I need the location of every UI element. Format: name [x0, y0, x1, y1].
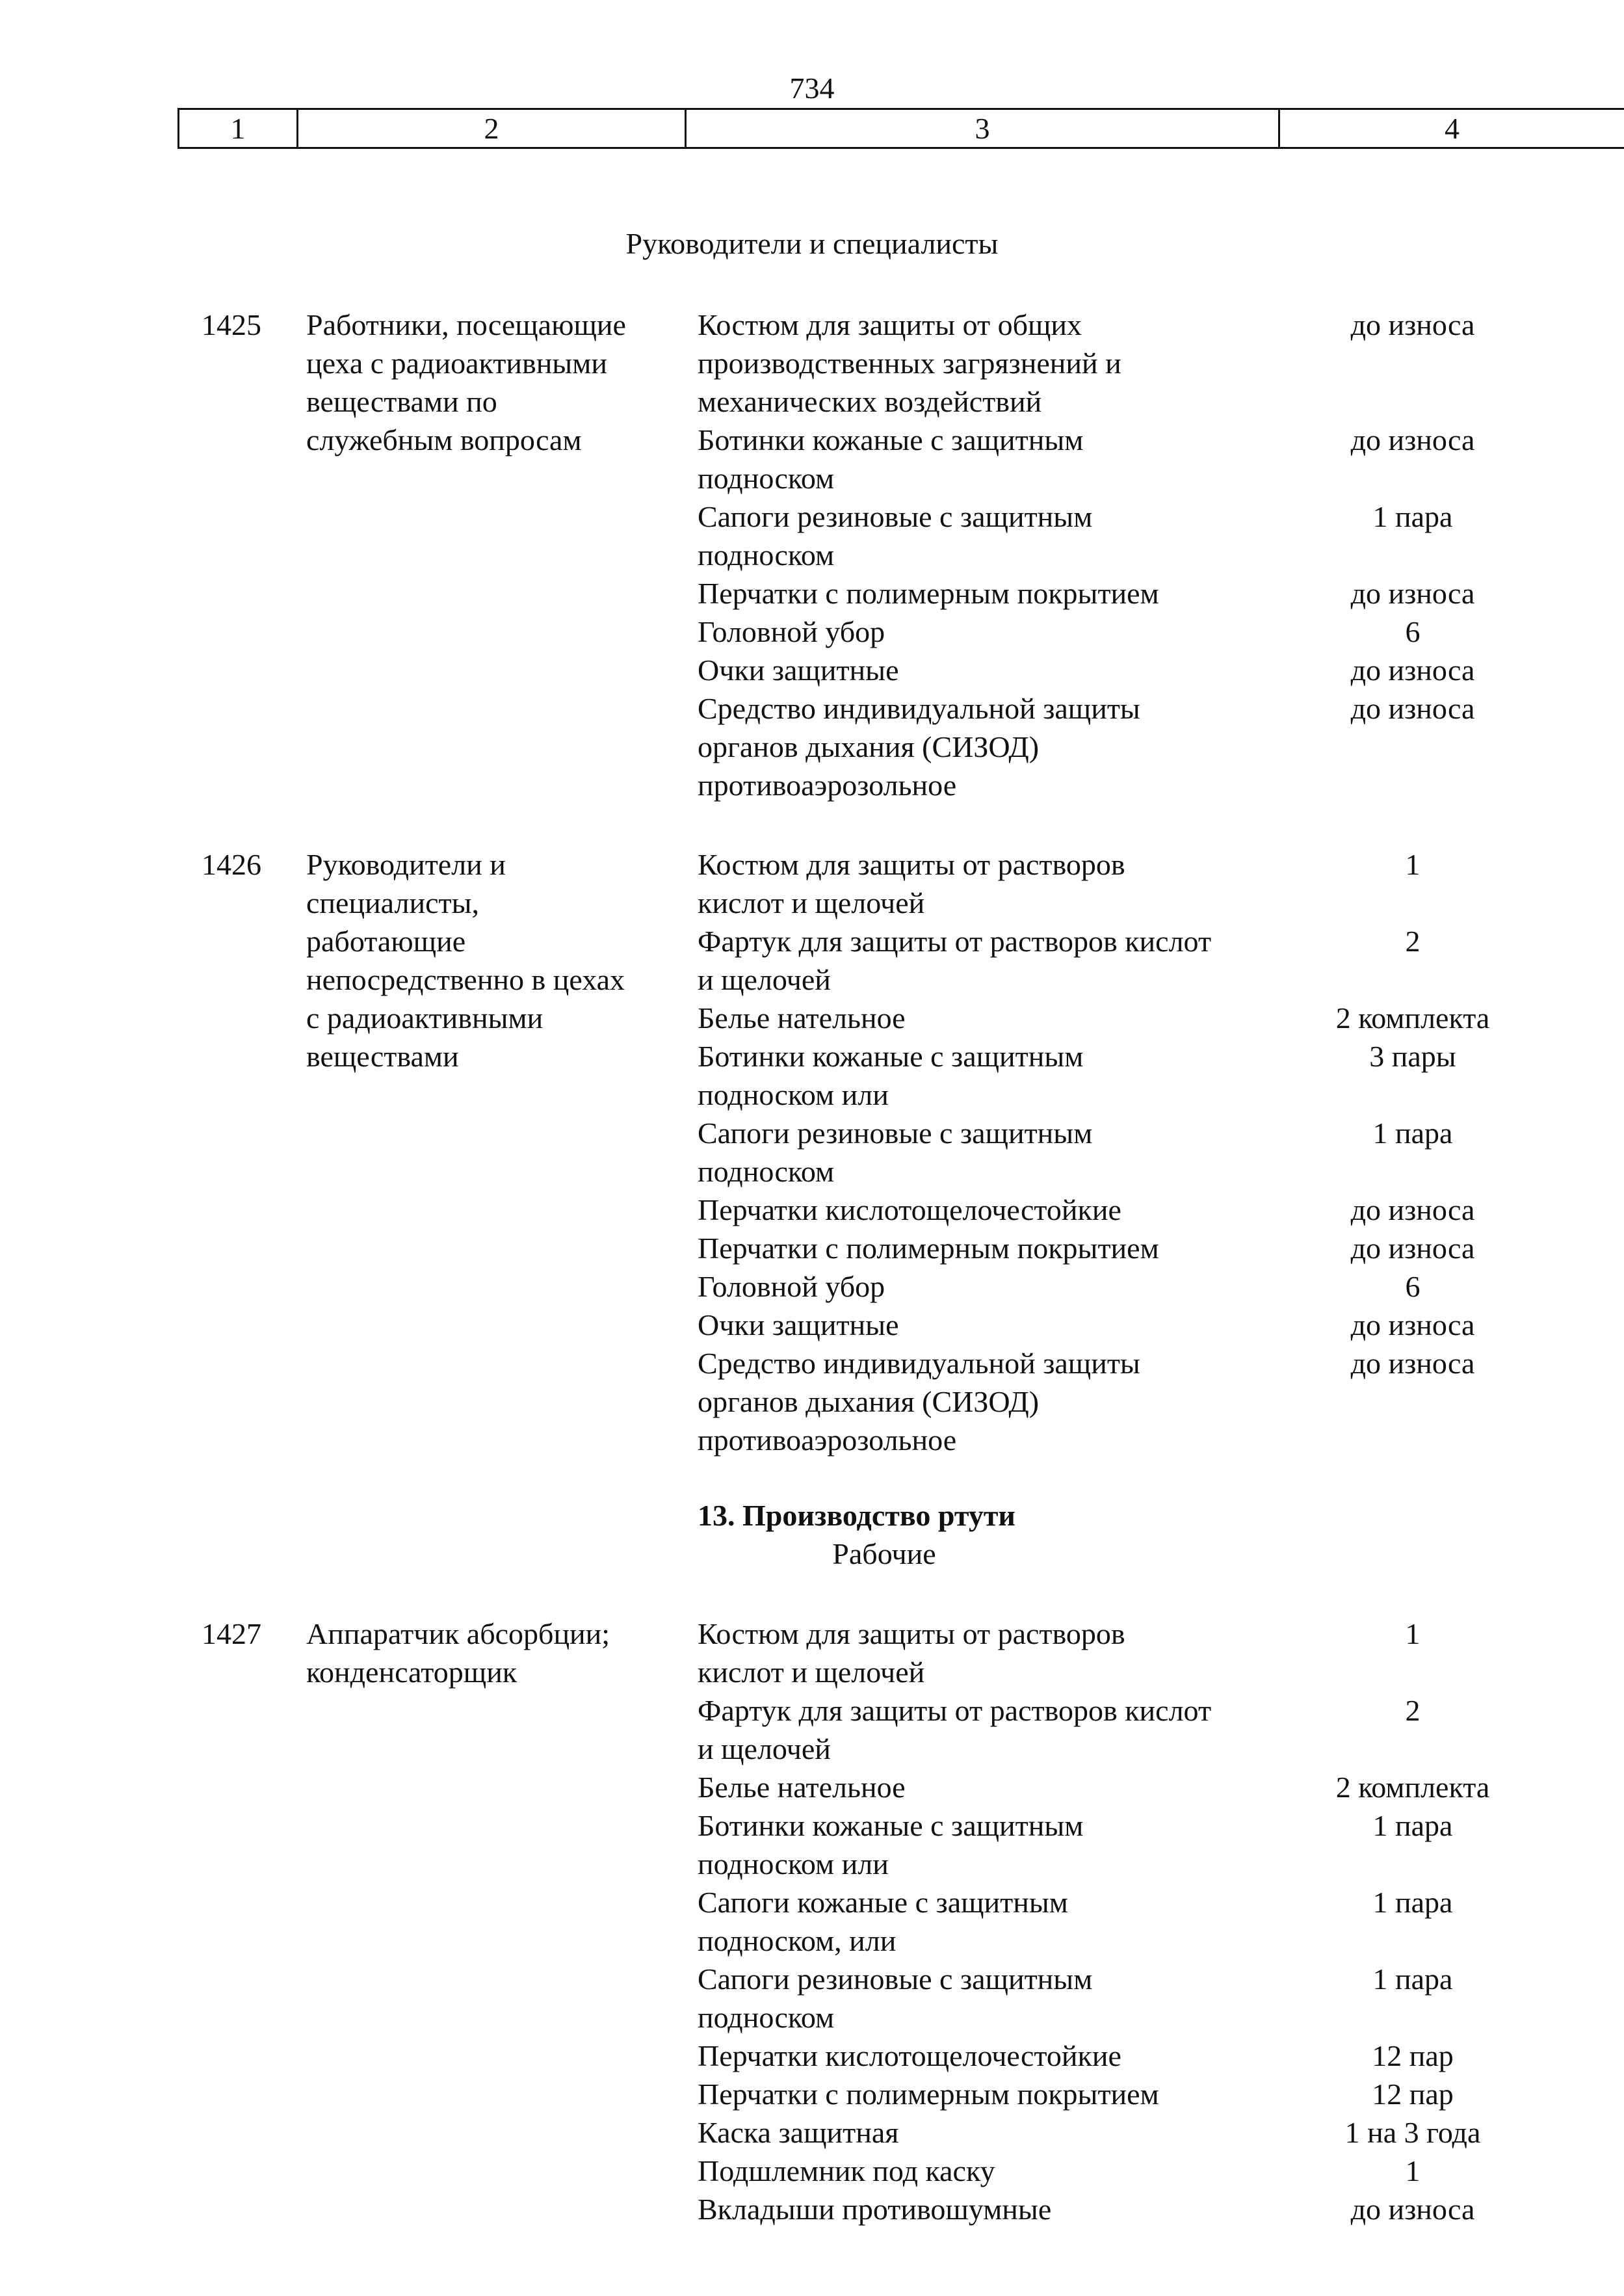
list-item	[698, 2152, 1608, 2190]
item-name: Сапоги кожаные с защитным подноском, или	[698, 1886, 1068, 1957]
item-name: Костюм для защиты от общих производственных загрязнений и механических воздействий	[698, 308, 1121, 418]
item-name: Каска защитная	[698, 2116, 899, 2149]
column-header-3: 3	[686, 109, 1279, 148]
item-qty: 1 пара	[1372, 1962, 1453, 1996]
item-qty: до износа	[1350, 1347, 1475, 1380]
list-item	[698, 574, 1608, 613]
list-item	[698, 845, 1608, 922]
item-name: Ботинки кожаные с защитным подноском	[698, 423, 1084, 495]
list-item	[698, 1691, 1608, 1768]
item-qty: до износа	[1350, 653, 1475, 687]
item-qty: до износа	[1350, 1232, 1475, 1265]
row-items	[698, 1615, 1608, 2228]
item-qty: до износа	[1350, 577, 1475, 610]
item-qty: 2 комплекта	[1335, 1001, 1490, 1035]
item-name: Белье нательное	[698, 1001, 906, 1035]
list-item	[698, 1806, 1608, 1883]
item-name: Сапоги резиновые с защитным подноском	[698, 500, 1093, 572]
item-name: Очки защитные	[698, 1308, 899, 1341]
item-name: Сапоги резиновые с защитным подноском	[698, 1962, 1093, 2034]
item-qty: 6	[1405, 615, 1421, 648]
list-item	[698, 2037, 1608, 2075]
item-qty: 6	[1405, 1270, 1421, 1303]
row-items	[698, 845, 1608, 1459]
list-item	[698, 1768, 1608, 1806]
item-name: Фартук для защиты от растворов кислот и щелочей	[698, 925, 1212, 996]
item-qty: до износа	[1350, 2193, 1475, 2226]
item-qty: 12 пар	[1372, 2078, 1454, 2111]
section-title-mercury: 13. Производство ртути	[698, 1499, 1015, 1532]
item-qty: 1 пара	[1372, 1116, 1453, 1150]
item-qty: до износа	[1350, 692, 1475, 725]
column-header-table	[177, 108, 1624, 149]
column-header-1: 1	[179, 109, 298, 148]
item-qty: 1	[1405, 1617, 1421, 1650]
list-item	[698, 1037, 1608, 1114]
item-name: Средство индивидуальной защиты органов дыхания (СИЗОД) противоаэрозольное	[698, 692, 1140, 802]
item-name: Ботинки кожаные с защитным подноском или	[698, 1809, 1084, 1880]
list-item	[698, 1191, 1608, 1229]
list-item	[698, 1306, 1608, 1344]
item-qty: 1 пара	[1372, 1809, 1453, 1842]
item-name: Очки защитные	[698, 653, 899, 687]
row-number: 1426	[202, 848, 261, 881]
item-qty: до износа	[1350, 1308, 1475, 1341]
item-name: Фартук для защиты от растворов кислот и щелочей	[698, 1694, 1212, 1765]
item-name: Перчатки с полимерным покрытием	[698, 1232, 1159, 1265]
item-name: Подшлемник под каску	[698, 2154, 995, 2187]
list-item	[698, 1229, 1608, 1267]
list-item	[698, 922, 1608, 999]
list-item	[698, 2190, 1608, 2228]
item-name: Перчатки кислотощелочестойкие	[698, 2039, 1121, 2072]
item-qty: 2	[1405, 925, 1421, 958]
list-item	[698, 2113, 1608, 2152]
item-name: Перчатки кислотощелочестойкие	[698, 1193, 1121, 1226]
item-qty: 12 пар	[1372, 2039, 1454, 2072]
row-profession: Руководители и специалисты, работающие непосредственно в цехах с радиоактивными веществами	[306, 848, 625, 1073]
list-item	[698, 1615, 1608, 1691]
item-name: Средство индивидуальной защиты органов дыхания (СИЗОД) противоаэрозольное	[698, 1347, 1140, 1457]
list-item	[698, 651, 1608, 689]
column-header-2: 2	[298, 109, 686, 148]
list-item	[698, 1344, 1608, 1459]
list-item	[698, 1267, 1608, 1306]
list-item	[698, 1960, 1608, 2037]
item-qty: 3 пары	[1369, 1040, 1456, 1073]
list-item	[698, 613, 1608, 651]
item-qty: до износа	[1350, 423, 1475, 456]
item-qty: 2	[1405, 1694, 1421, 1727]
item-name: Костюм для защиты от растворов кислот и щелочей	[698, 848, 1125, 919]
list-item	[698, 2075, 1608, 2113]
list-item	[698, 999, 1608, 1037]
page-number: 734	[789, 72, 835, 105]
item-name: Головной убор	[698, 1270, 885, 1303]
column-header-4: 4	[1279, 109, 1624, 148]
item-qty: 1	[1405, 2154, 1421, 2187]
section-subtitle-workers: Рабочие	[832, 1537, 936, 1570]
list-item	[698, 1114, 1608, 1191]
item-name: Ботинки кожаные с защитным подноском или	[698, 1040, 1084, 1111]
list-item	[698, 1883, 1608, 1960]
row-items	[698, 306, 1608, 804]
list-item	[698, 421, 1608, 497]
row-profession: Работники, посещающие цеха с радиоактивными веществами по служебным вопросам	[306, 308, 626, 456]
item-qty: 1 на 3 года	[1344, 2116, 1481, 2149]
item-qty: 1 пара	[1372, 500, 1453, 533]
row-number: 1425	[202, 308, 261, 341]
item-qty: 1	[1405, 848, 1421, 881]
item-name: Перчатки с полимерным покрытием	[698, 2078, 1159, 2111]
section-subtitle-managers: Руководители и специалисты	[625, 227, 999, 260]
item-name: Сапоги резиновые с защитным подноском	[698, 1116, 1093, 1188]
item-name: Вкладыши противошумные	[698, 2193, 1052, 2226]
item-name: Белье нательное	[698, 1771, 906, 1804]
item-name: Головной убор	[698, 615, 885, 648]
item-name: Костюм для защиты от растворов кислот и щелочей	[698, 1617, 1125, 1689]
item-qty: до износа	[1350, 1193, 1475, 1226]
row-profession: Аппаратчик абсорбции; конденсаторщик	[306, 1617, 610, 1689]
item-qty: 1 пара	[1372, 1886, 1453, 1919]
item-qty: до износа	[1350, 308, 1475, 341]
row-number: 1427	[202, 1617, 261, 1650]
item-name: Перчатки с полимерным покрытием	[698, 577, 1159, 610]
list-item	[698, 689, 1608, 804]
list-item	[698, 497, 1608, 574]
item-qty: 2 комплекта	[1335, 1771, 1490, 1804]
list-item	[698, 306, 1608, 421]
